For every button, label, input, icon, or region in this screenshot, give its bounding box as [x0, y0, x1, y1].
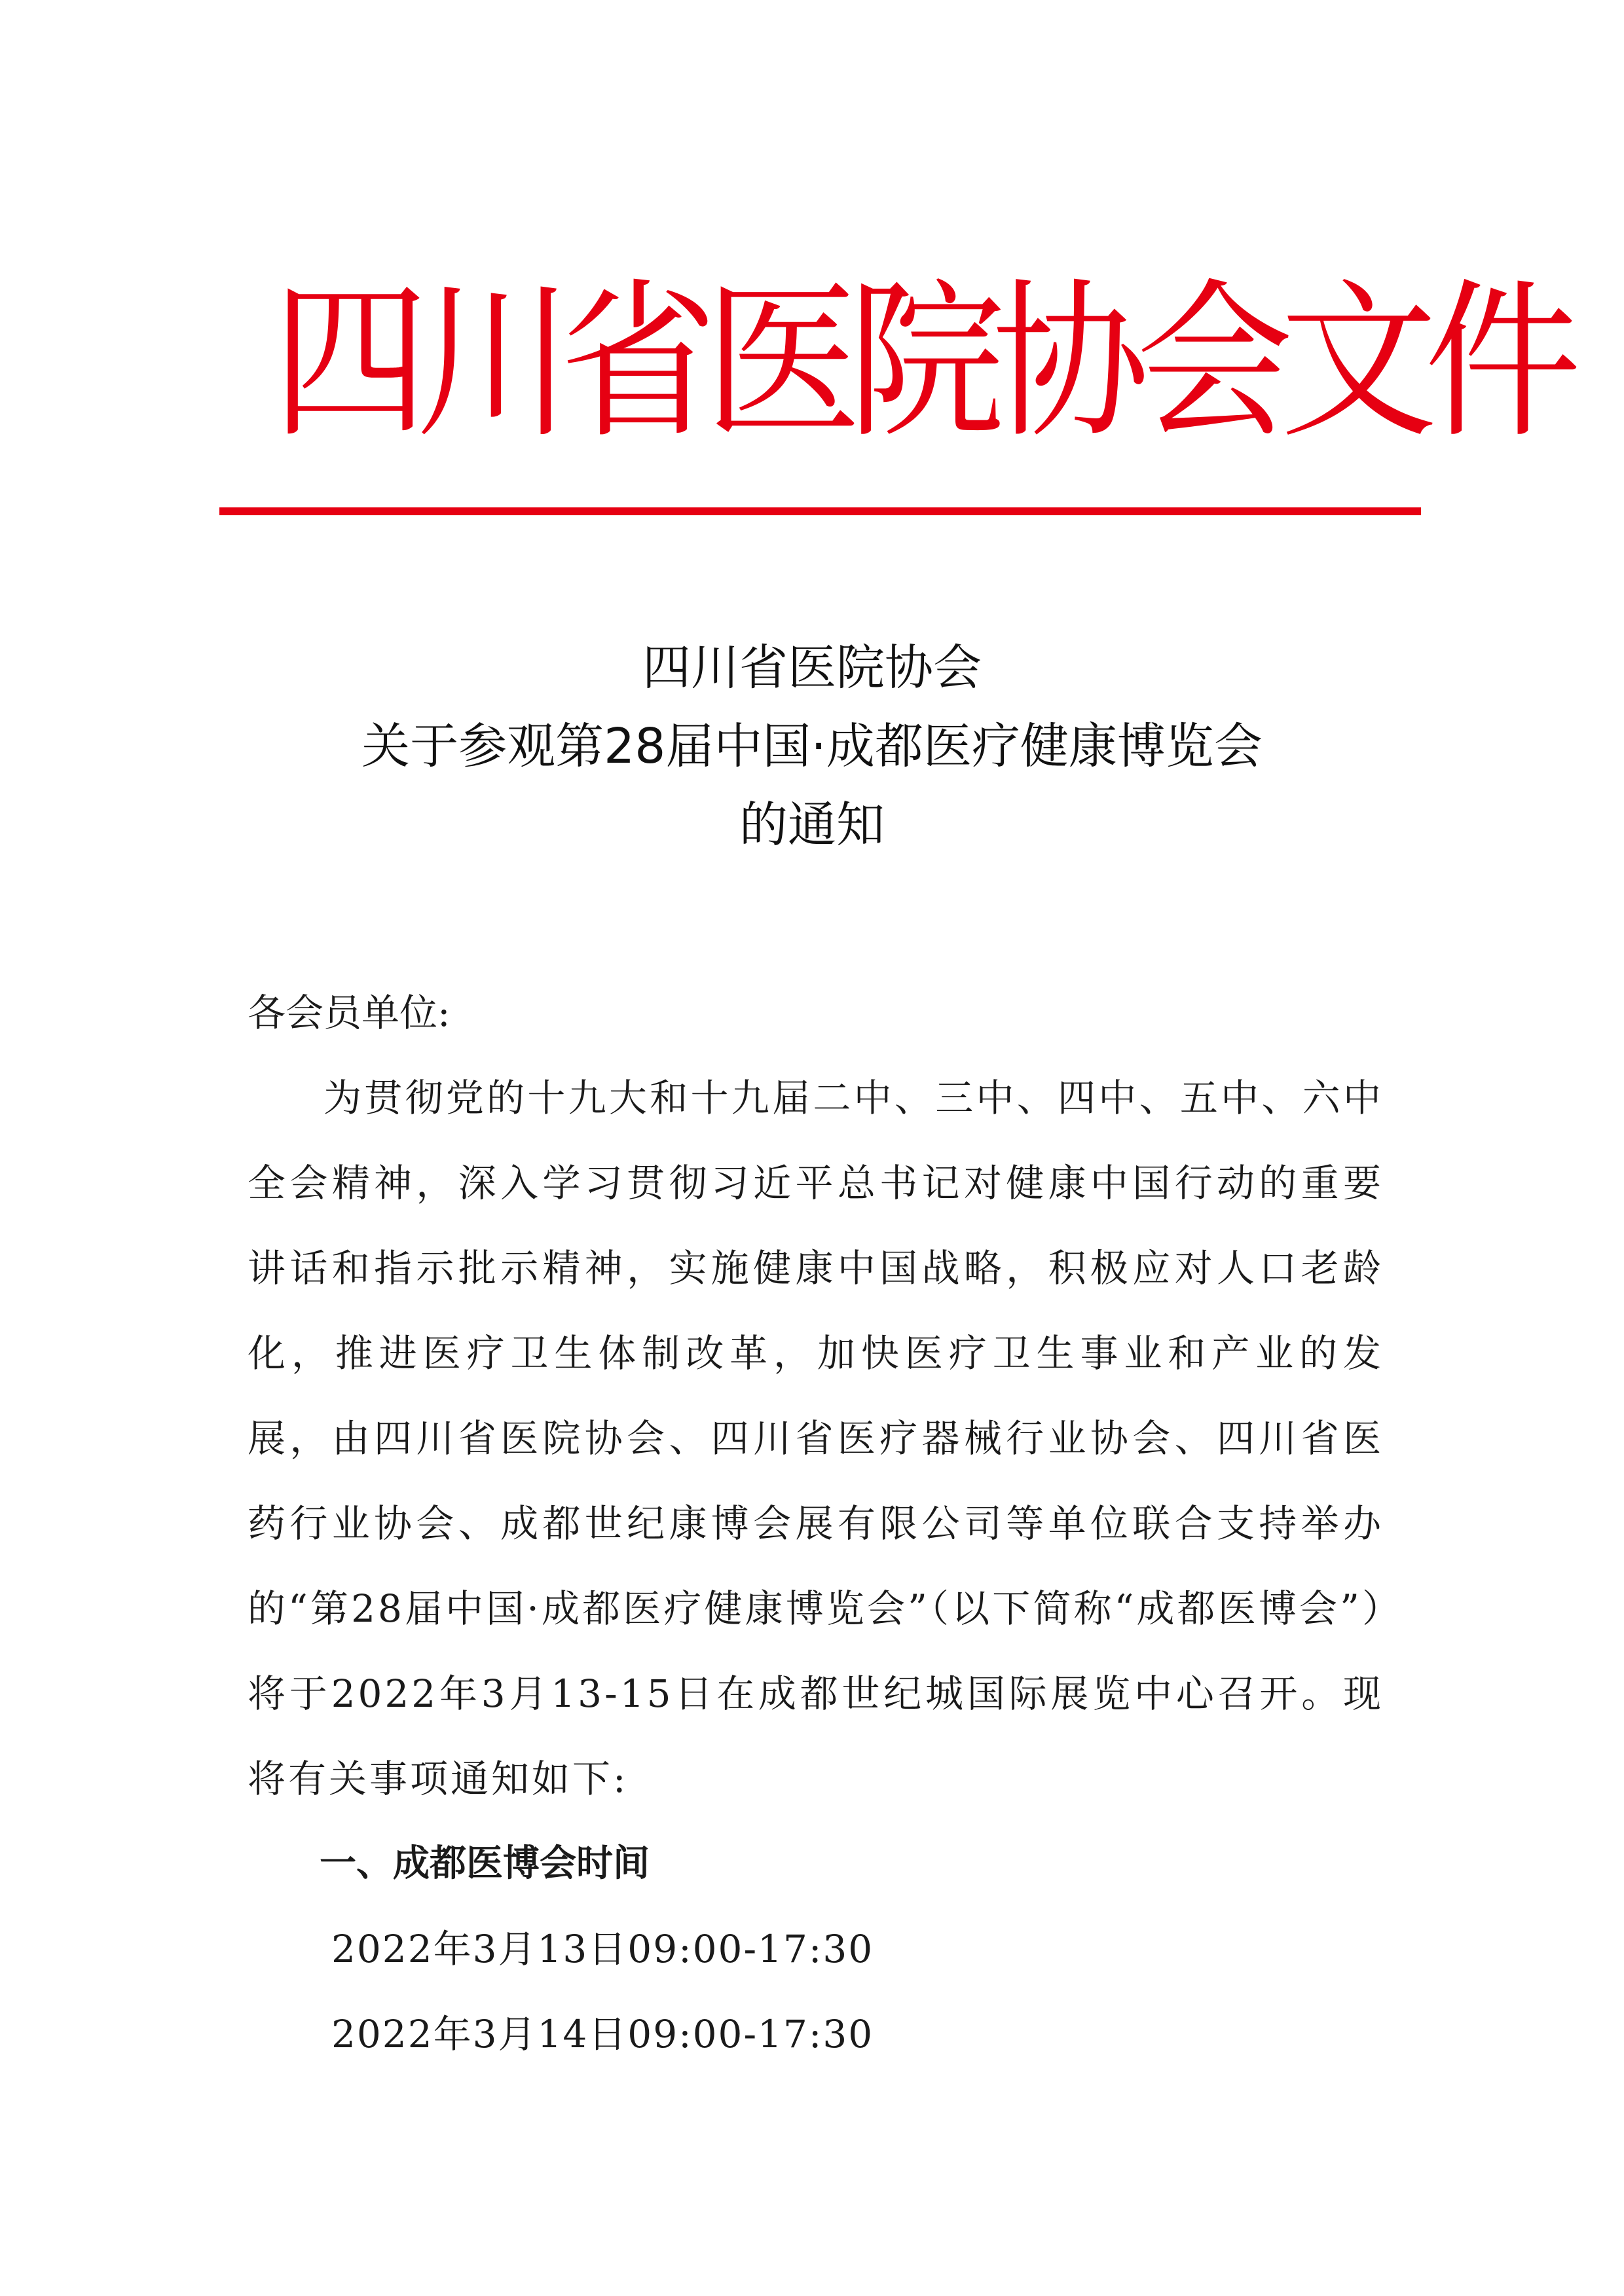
salutation: 各会员单位:	[248, 991, 451, 1035]
red-header-rule	[219, 507, 1421, 515]
title-line-2: 关于参观第28届中国·成都医疗健康博览会	[361, 718, 1263, 774]
document-title	[249, 629, 1375, 864]
schedule-line-1: 2022年3月13日09:00-17:30	[331, 1927, 874, 1971]
schedule-line-2: 2022年3月14日09:00-17:30	[331, 2012, 874, 2056]
body-paragraph: 为贯彻党的十九大和十九届二中、三中、四中、五中、六中全会精神，深入学习贯彻习近平总书记对健康中国行动的重要讲话和指示批示精神，实施健康中国战略，积极应对人口老龄化，推进医疗卫生体制改革，加快医疗卫生事业和产业的发展，由四川省医院协会、四川省医疗器械行业协会、四川省医药行业协会、成都世纪康博会展有限公司等单位联合支持举办的“第28届中国·成都医疗健康博览会”（以下简称“成都医博会”）将于2022年3月13-15日在成都世纪城国际展览中心召开。现将有关事项通知如下:	[248, 1076, 1384, 1801]
masthead-title: 四川省医院协会文件	[272, 263, 1569, 462]
title-line-1: 四川省医院协会	[642, 640, 982, 696]
document-body	[248, 970, 1384, 2077]
section-heading-time: 一、成都医博会时间	[320, 1842, 650, 1885]
title-line-3: 的通知	[739, 797, 885, 853]
